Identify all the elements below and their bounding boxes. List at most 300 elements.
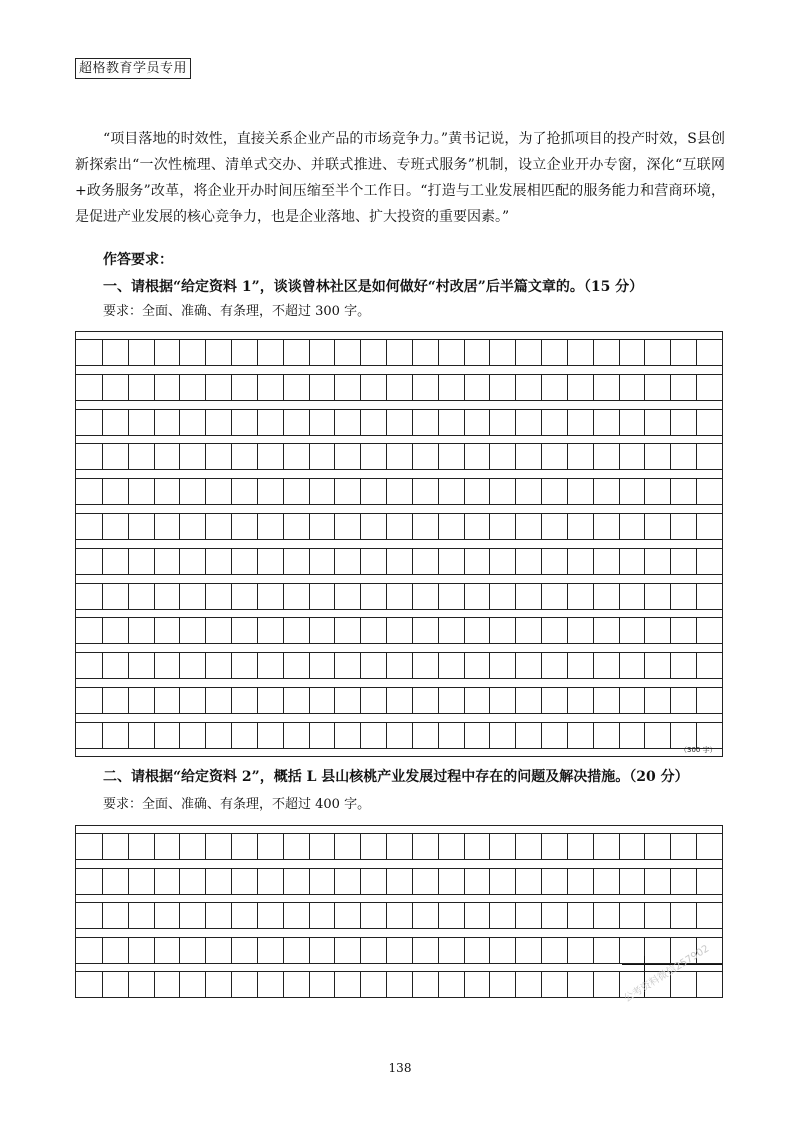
- grid-cell-divider: [334, 938, 335, 963]
- grid-cell-divider: [231, 514, 232, 539]
- grid-cell-divider: [386, 549, 387, 574]
- grid-cell-divider: [464, 549, 465, 574]
- grid-cell-divider: [386, 653, 387, 678]
- grid-cell-divider: [670, 903, 671, 928]
- grid-cell-divider: [515, 479, 516, 504]
- answer-grid-2[interactable]: [75, 825, 723, 998]
- grid-cell-divider: [205, 479, 206, 504]
- grid-cell-divider: [102, 340, 103, 365]
- grid-cell-divider: [619, 584, 620, 609]
- grid-cell-divider: [489, 340, 490, 365]
- grid-cell-divider: [412, 549, 413, 574]
- grid-cell-divider: [464, 514, 465, 539]
- grid-cell-divider: [644, 340, 645, 365]
- grid-cell-divider: [257, 653, 258, 678]
- grid-cell-divider: [102, 618, 103, 643]
- grid-cell-divider: [696, 869, 697, 894]
- grid-cell-divider: [360, 549, 361, 574]
- grid-cell-divider: [360, 869, 361, 894]
- grid-cell-divider: [360, 653, 361, 678]
- grid-cell-divider: [696, 444, 697, 469]
- grid-cell-divider: [515, 410, 516, 435]
- grid-cell-divider: [334, 549, 335, 574]
- grid-cell-divider: [567, 869, 568, 894]
- grid-cell-divider: [541, 869, 542, 894]
- grid-cell-divider: [102, 903, 103, 928]
- grid-cell-divider: [464, 869, 465, 894]
- grid-cell-divider: [283, 375, 284, 400]
- grid-cell-divider: [257, 938, 258, 963]
- grid-cell-divider: [438, 723, 439, 748]
- passage-paragraph: “项目落地的时效性，直接关系企业产品的市场竞争力。”黄书记说，为了抢抓项目的投产时效，S县创新探索出“一次性梳理、清单式交办、并联式推进、专班式服务”机制，设立企业开办专窗，深化“互联网+政务服务”改革，将企业开办时间压缩至半个工作日。“打造与工业发展相匹配的服务能力和营商环境，是促进产业发展的核心竞争力，也是企业落地、扩大投资的重要因素。”: [75, 131, 725, 225]
- grid-cell-divider: [619, 688, 620, 713]
- grid-cell-divider: [154, 444, 155, 469]
- grid-cell-divider: [464, 903, 465, 928]
- grid-cell-divider: [619, 375, 620, 400]
- grid-cell-divider: [257, 375, 258, 400]
- grid-cell-divider: [489, 514, 490, 539]
- grid-cell-divider: [670, 869, 671, 894]
- grid-cell-divider: [334, 514, 335, 539]
- grid-cell-divider: [309, 375, 310, 400]
- grid-cell-divider: [593, 444, 594, 469]
- grid-cell-divider: [205, 723, 206, 748]
- grid-cell-divider: [412, 903, 413, 928]
- grid-cell-divider: [102, 375, 103, 400]
- grid-cell-divider: [102, 972, 103, 997]
- grid-cell-divider: [412, 938, 413, 963]
- grid-cell-divider: [283, 410, 284, 435]
- grid-cell-divider: [541, 688, 542, 713]
- grid-cell-divider: [205, 869, 206, 894]
- grid-cell-divider: [179, 584, 180, 609]
- grid-cell-divider: [464, 410, 465, 435]
- grid-cell-divider: [334, 653, 335, 678]
- grid-cell-divider: [102, 723, 103, 748]
- grid-cell-divider: [128, 479, 129, 504]
- grid-cell-divider: [567, 618, 568, 643]
- grid-cell-divider: [696, 584, 697, 609]
- grid-cell-divider: [515, 375, 516, 400]
- answer-requirements-label: 作答要求：: [103, 252, 173, 268]
- grid-cell-divider: [670, 410, 671, 435]
- grid-cell-divider: [257, 688, 258, 713]
- grid-cell-divider: [179, 340, 180, 365]
- grid-cell-divider: [205, 834, 206, 859]
- grid-cell-divider: [541, 653, 542, 678]
- grid-cell-divider: [205, 653, 206, 678]
- grid-cell-divider: [386, 514, 387, 539]
- grid-cell-divider: [412, 972, 413, 997]
- grid-cell-divider: [515, 618, 516, 643]
- grid-cell-divider: [309, 653, 310, 678]
- grid-cell-divider: [386, 444, 387, 469]
- grid-row: [76, 652, 722, 679]
- grid-cell-divider: [386, 688, 387, 713]
- grid-cell-divider: [309, 834, 310, 859]
- grid-cell-divider: [360, 834, 361, 859]
- grid-cell-divider: [102, 584, 103, 609]
- grid-cell-divider: [696, 903, 697, 928]
- grid-cell-divider: [205, 549, 206, 574]
- grid-cell-divider: [283, 723, 284, 748]
- grid-cell-divider: [489, 903, 490, 928]
- grid-cell-divider: [670, 653, 671, 678]
- grid-cell-divider: [593, 834, 594, 859]
- grid-cell-divider: [102, 549, 103, 574]
- grid-cell-divider: [567, 479, 568, 504]
- grid-cell-divider: [205, 938, 206, 963]
- grid-cell-divider: [231, 972, 232, 997]
- grid-cell-divider: [360, 340, 361, 365]
- grid-cell-divider: [128, 340, 129, 365]
- grid-cell-divider: [412, 869, 413, 894]
- grid-cell-divider: [231, 410, 232, 435]
- grid-cell-divider: [283, 834, 284, 859]
- question-1-requirement: 要求：全面、准确、有条理，不超过 300 字。: [103, 304, 371, 319]
- grid-cell-divider: [102, 444, 103, 469]
- grid-cell-divider: [489, 938, 490, 963]
- grid-cell-divider: [309, 410, 310, 435]
- grid-cell-divider: [515, 938, 516, 963]
- grid-cell-divider: [205, 444, 206, 469]
- grid-cell-divider: [696, 479, 697, 504]
- grid-cell-divider: [567, 938, 568, 963]
- grid-cell-divider: [644, 584, 645, 609]
- grid-cell-divider: [283, 618, 284, 643]
- grid-cell-divider: [438, 340, 439, 365]
- grid-cell-divider: [231, 903, 232, 928]
- grid-cell-divider: [412, 444, 413, 469]
- grid-cell-divider: [644, 375, 645, 400]
- grid-cell-divider: [541, 903, 542, 928]
- grid-cell-divider: [696, 549, 697, 574]
- grid-cell-divider: [412, 514, 413, 539]
- grid-cell-divider: [386, 938, 387, 963]
- grid-cell-divider: [205, 618, 206, 643]
- grid-cell-divider: [386, 869, 387, 894]
- grid-cell-divider: [205, 375, 206, 400]
- grid-cell-divider: [128, 549, 129, 574]
- grid-cell-divider: [412, 688, 413, 713]
- grid-cell-divider: [309, 688, 310, 713]
- grid-cell-divider: [489, 688, 490, 713]
- grid-cell-divider: [334, 688, 335, 713]
- grid-cell-divider: [360, 688, 361, 713]
- grid-cell-divider: [128, 618, 129, 643]
- grid-cell-divider: [179, 688, 180, 713]
- grid-cell-divider: [696, 653, 697, 678]
- grid-cell-divider: [128, 410, 129, 435]
- grid-cell-divider: [102, 653, 103, 678]
- grid-cell-divider: [619, 444, 620, 469]
- grid-cell-divider: [593, 514, 594, 539]
- grid-cell-divider: [128, 584, 129, 609]
- grid-cell-divider: [205, 340, 206, 365]
- grid-cell-divider: [360, 410, 361, 435]
- grid-cell-divider: [644, 514, 645, 539]
- grid-cell-divider: [619, 549, 620, 574]
- grid-cell-divider: [515, 903, 516, 928]
- grid-cell-divider: [515, 653, 516, 678]
- grid-cell-divider: [489, 549, 490, 574]
- grid-cell-divider: [644, 653, 645, 678]
- grid-cell-divider: [464, 584, 465, 609]
- grid-cell-divider: [128, 653, 129, 678]
- grid-cell-divider: [696, 375, 697, 400]
- grid-cell-divider: [567, 340, 568, 365]
- grid-cell-divider: [128, 514, 129, 539]
- grid-cell-divider: [102, 869, 103, 894]
- grid-cell-divider: [619, 653, 620, 678]
- grid-cell-divider: [567, 972, 568, 997]
- grid-cell-divider: [412, 723, 413, 748]
- grid-cell-divider: [257, 834, 258, 859]
- grid-cell-divider: [515, 834, 516, 859]
- grid-cell-divider: [334, 869, 335, 894]
- grid-cell-divider: [231, 479, 232, 504]
- grid-cell-divider: [489, 410, 490, 435]
- grid-cell-divider: [231, 375, 232, 400]
- grid-cell-divider: [231, 723, 232, 748]
- grid-cell-divider: [515, 688, 516, 713]
- grid-cell-divider: [231, 688, 232, 713]
- grid-cell-divider: [593, 688, 594, 713]
- grid-cell-divider: [360, 479, 361, 504]
- grid-cell-divider: [567, 723, 568, 748]
- grid-cell-divider: [128, 444, 129, 469]
- grid-cell-divider: [412, 410, 413, 435]
- grid-cell-divider: [412, 653, 413, 678]
- question-1-text: 一、请根据“给定资料 1”，谈谈曾林社区是如何做好“村改居”后半篇文章的。（15 分）: [103, 279, 644, 295]
- grid-cell-divider: [696, 834, 697, 859]
- grid-cell-divider: [412, 375, 413, 400]
- grid-cell-divider: [179, 723, 180, 748]
- grid-cell-divider: [619, 938, 620, 963]
- grid-cell-divider: [696, 688, 697, 713]
- grid-cell-divider: [644, 444, 645, 469]
- answer-grid-1[interactable]: [75, 331, 723, 757]
- grid-cell-divider: [644, 723, 645, 748]
- grid-cell-divider: [334, 410, 335, 435]
- grid-cell-divider: [102, 514, 103, 539]
- grid-cell-divider: [386, 903, 387, 928]
- grid-cell-divider: [309, 444, 310, 469]
- grid-cell-divider: [334, 618, 335, 643]
- grid-cell-divider: [593, 653, 594, 678]
- grid-cell-divider: [179, 653, 180, 678]
- grid-cell-divider: [515, 549, 516, 574]
- grid-cell-divider: [205, 972, 206, 997]
- grid-cell-divider: [257, 479, 258, 504]
- grid-cell-divider: [128, 688, 129, 713]
- grid-cell-divider: [334, 375, 335, 400]
- grid-cell-divider: [593, 375, 594, 400]
- grid-cell-divider: [334, 834, 335, 859]
- grid-cell-divider: [489, 618, 490, 643]
- grid-cell-divider: [179, 549, 180, 574]
- grid-cell-divider: [386, 479, 387, 504]
- grid-row: [76, 513, 722, 540]
- grid-cell-divider: [257, 869, 258, 894]
- grid-cell-divider: [257, 340, 258, 365]
- grid-cell-divider: [309, 723, 310, 748]
- grid-cell-divider: [128, 903, 129, 928]
- grid-cell-divider: [257, 903, 258, 928]
- grid-cell-divider: [154, 972, 155, 997]
- grid-row: [76, 374, 722, 401]
- grid-cell-divider: [515, 972, 516, 997]
- grid-cell-divider: [438, 618, 439, 643]
- grid-cell-divider: [567, 514, 568, 539]
- grid-cell-divider: [179, 618, 180, 643]
- grid-cell-divider: [386, 723, 387, 748]
- grid-cell-divider: [489, 584, 490, 609]
- grid-cell-divider: [464, 938, 465, 963]
- grid-cell-divider: [154, 834, 155, 859]
- grid-cell-divider: [644, 903, 645, 928]
- grid-cell-divider: [257, 549, 258, 574]
- grid-cell-divider: [515, 723, 516, 748]
- grid-cell-divider: [231, 584, 232, 609]
- header-label: 超格教育学员专用: [75, 58, 191, 79]
- grid-cell-divider: [257, 410, 258, 435]
- grid-cell-divider: [670, 834, 671, 859]
- grid-cell-divider: [489, 479, 490, 504]
- grid-cell-divider: [619, 514, 620, 539]
- grid-cell-divider: [541, 549, 542, 574]
- grid-cell-divider: [541, 723, 542, 748]
- grid-cell-divider: [541, 584, 542, 609]
- grid-row: [76, 339, 722, 366]
- grid-cell-divider: [309, 938, 310, 963]
- grid-cell-divider: [515, 869, 516, 894]
- grid-cell-divider: [593, 903, 594, 928]
- grid-cell-divider: [696, 618, 697, 643]
- grid-cell-divider: [489, 723, 490, 748]
- grid-cell-divider: [593, 584, 594, 609]
- grid-cell-divider: [231, 549, 232, 574]
- grid-cell-divider: [102, 479, 103, 504]
- grid-cell-divider: [154, 584, 155, 609]
- grid-cell-divider: [179, 375, 180, 400]
- grid-cell-divider: [128, 938, 129, 963]
- grid-row: [76, 548, 722, 575]
- grid-cell-divider: [154, 869, 155, 894]
- grid-cell-divider: [438, 938, 439, 963]
- grid-cell-divider: [644, 479, 645, 504]
- grid-cell-divider: [670, 375, 671, 400]
- grid-cell-divider: [102, 938, 103, 963]
- grid-cell-divider: [644, 549, 645, 574]
- grid-cell-divider: [360, 514, 361, 539]
- grid-cell-divider: [541, 938, 542, 963]
- grid-cell-divider: [412, 479, 413, 504]
- grid-cell-divider: [179, 410, 180, 435]
- grid-cell-divider: [309, 903, 310, 928]
- grid-cell-divider: [334, 903, 335, 928]
- grid-cell-divider: [670, 444, 671, 469]
- grid-cell-divider: [644, 410, 645, 435]
- grid-row: [76, 617, 722, 644]
- grid-cell-divider: [464, 653, 465, 678]
- grid-cell-divider: [593, 549, 594, 574]
- grid-cell-divider: [438, 549, 439, 574]
- grid-cell-divider: [179, 869, 180, 894]
- grid-cell-divider: [360, 618, 361, 643]
- grid-cell-divider: [283, 479, 284, 504]
- grid-cell-divider: [567, 584, 568, 609]
- grid-cell-divider: [154, 938, 155, 963]
- grid-cell-divider: [257, 514, 258, 539]
- grid-cell-divider: [102, 834, 103, 859]
- grid-cell-divider: [309, 340, 310, 365]
- grid-cell-divider: [619, 972, 620, 997]
- grid-row: [76, 868, 722, 895]
- grid-cell-divider: [154, 549, 155, 574]
- grid-cell-divider: [670, 514, 671, 539]
- grid-cell-divider: [438, 903, 439, 928]
- grid-cell-divider: [283, 514, 284, 539]
- grid-cell-divider: [128, 972, 129, 997]
- grid-cell-divider: [386, 410, 387, 435]
- grid-cell-divider: [257, 444, 258, 469]
- grid-cell-divider: [670, 340, 671, 365]
- grid-cell-divider: [541, 340, 542, 365]
- grid-cell-divider: [489, 375, 490, 400]
- grid-cell-divider: [179, 938, 180, 963]
- passage: [75, 126, 725, 230]
- grid-cell-divider: [309, 972, 310, 997]
- grid-cell-divider: [644, 618, 645, 643]
- grid-cell-divider: [670, 688, 671, 713]
- grid-cell-divider: [464, 340, 465, 365]
- grid-cell-divider: [257, 584, 258, 609]
- grid-row: [76, 443, 722, 470]
- grid-cell-divider: [438, 688, 439, 713]
- grid-cell-divider: [489, 653, 490, 678]
- grid-cell-divider: [644, 869, 645, 894]
- grid-row: [76, 833, 722, 860]
- grid-cell-divider: [334, 444, 335, 469]
- grid-cell-divider: [567, 834, 568, 859]
- grid-cell-divider: [412, 618, 413, 643]
- grid-cell-divider: [386, 584, 387, 609]
- grid-cell-divider: [179, 972, 180, 997]
- grid-cell-divider: [386, 972, 387, 997]
- grid-cell-divider: [619, 723, 620, 748]
- grid-cell-divider: [541, 618, 542, 643]
- grid-cell-divider: [670, 618, 671, 643]
- grid-cell-divider: [412, 834, 413, 859]
- grid-cell-divider: [464, 618, 465, 643]
- grid-cell-divider: [696, 972, 697, 997]
- grid-cell-divider: [541, 410, 542, 435]
- grid-cell-divider: [154, 514, 155, 539]
- grid-cell-divider: [515, 584, 516, 609]
- grid-cell-divider: [464, 972, 465, 997]
- grid-cell-divider: [231, 340, 232, 365]
- grid-cell-divider: [257, 723, 258, 748]
- grid-cell-divider: [283, 653, 284, 678]
- grid-cell-divider: [670, 479, 671, 504]
- grid-cell-divider: [489, 834, 490, 859]
- grid-cell-divider: [231, 869, 232, 894]
- grid-cell-divider: [360, 903, 361, 928]
- grid-cell-divider: [438, 375, 439, 400]
- grid-cell-divider: [231, 618, 232, 643]
- grid-cell-divider: [515, 444, 516, 469]
